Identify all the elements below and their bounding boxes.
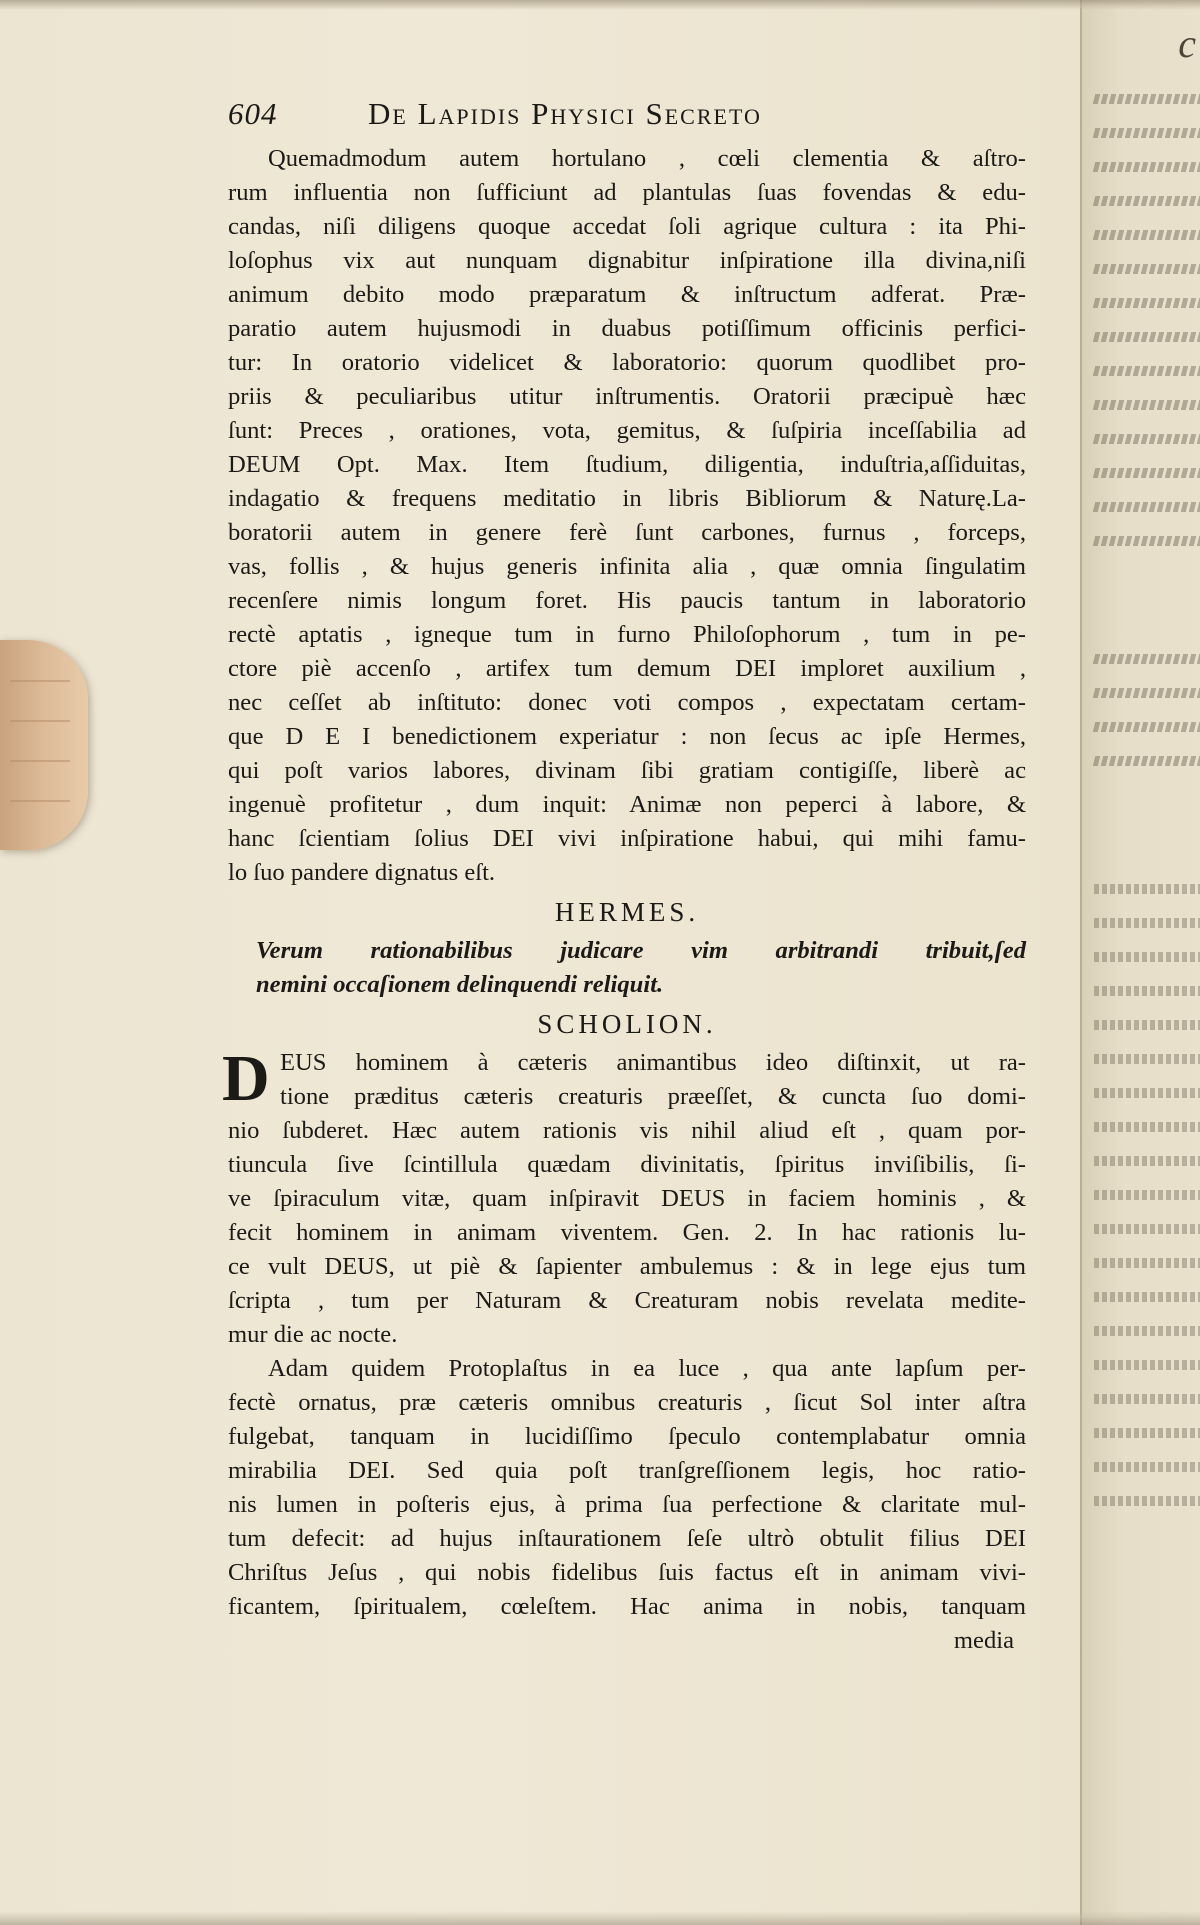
quote-line: nemini occaſionem delinquendi reliquit. bbox=[256, 971, 664, 998]
paragraph-line: nis lumen in poſteris ejus, à prima ſua perfectione & claritate mul- bbox=[228, 1491, 1026, 1518]
facing-page-text-fragment-middle bbox=[1090, 640, 1200, 776]
paragraph-line: ficantem, ſpiritualem, cœleſtem. Hac anima in nobis, tanquam bbox=[228, 1593, 1026, 1620]
page-number: 604 bbox=[228, 96, 278, 131]
page-top-shadow bbox=[0, 0, 1200, 10]
paragraph-line: Quemadmodum autem hortulano , cœli clementia & aſtro- bbox=[268, 145, 1026, 172]
scholion-line: tiuncula ſive ſcintillula quædam divinitatis, ſpiritus inviſibilis, ſi- bbox=[228, 1151, 1026, 1178]
facing-page-text-fragment-lower bbox=[1090, 870, 1200, 1516]
scholion-line: nio ſubderet. Hæc autem rationis vis nihil aliud eſt , quam por- bbox=[228, 1117, 1026, 1144]
page-bottom-shadow bbox=[0, 1911, 1200, 1925]
paragraph-line: candas, niſi diligens quoque accedat ſoli agrique cultura : ita Phi- bbox=[228, 213, 1026, 240]
scholion-line: ce vult DEUS, ut piè & ſapienter ambulemus : & in lege ejus tum bbox=[228, 1253, 1026, 1280]
scholion-line: fecit hominem in animam viventem. Gen. 2. In hac rationis lu- bbox=[228, 1219, 1026, 1246]
paragraph-line: nec ceſſet ab inſtituto: donec voti compos , expectatam certam- bbox=[228, 689, 1026, 716]
scholion-heading: SCHOLION. bbox=[537, 1009, 717, 1039]
paragraph-line: hanc ſcientiam ſolius DEI vivi inſpiratione habui, qui mihi famu- bbox=[228, 825, 1026, 852]
paragraph-line: fulgebat, tanquam in lucidiſſimo ſpeculo contemplabatur omnia bbox=[228, 1423, 1026, 1450]
drop-capital: D bbox=[222, 1042, 270, 1115]
paragraph-line: tur: In oratorio videlicet & laboratorio: quorum quodlibet pro- bbox=[228, 349, 1026, 376]
paragraph-line: tum defecit: ad hujus inſtaurationem ſeſe ultrò obtulit filius DEI bbox=[228, 1525, 1026, 1552]
paragraph-line: paratio autem hujusmodi in duabus potiſſimum officinis perfici- bbox=[228, 315, 1026, 342]
paragraph-line: mirabilia DEI. Sed quia poſt tranſgreſſionem legis, hoc ratio- bbox=[228, 1457, 1026, 1484]
running-head bbox=[228, 96, 1026, 140]
paragraph-hortulano bbox=[228, 142, 1026, 890]
facing-page-text-fragment-upper bbox=[1090, 80, 1200, 556]
scholion-line: mur die ac nocte. bbox=[228, 1321, 398, 1348]
paragraph-line: indagatio & frequens meditatio in libris Bibliorum & Naturę.La- bbox=[228, 485, 1026, 512]
hermes-heading: HERMES. bbox=[554, 897, 700, 927]
hermes-quote bbox=[228, 934, 1026, 1002]
facing-page-edge bbox=[1080, 0, 1200, 1925]
paragraph-line: vas, follis , & hujus generis infinita alia , quæ omnia ſingulatim bbox=[228, 553, 1026, 580]
paragraph-line: ctore piè accenſo , artifex tum demum DEI imploret auxilium , bbox=[228, 655, 1026, 682]
page-text-block bbox=[222, 96, 1026, 1658]
scholion-line: ve ſpiraculum vitæ, quam inſpiravit DEUS in faciem hominis , & bbox=[228, 1185, 1026, 1212]
paragraph-line: Adam quidem Protoplaſtus in ea luce , qua ante lapſum per- bbox=[268, 1355, 1026, 1382]
scholion-line: ſcripta , tum per Naturam & Creaturam nobis revelata medite- bbox=[228, 1287, 1026, 1314]
scholion-line: tione præditus cæteris creaturis præeſſet, & cuncta ſuo domi- bbox=[280, 1083, 1026, 1110]
paragraph-line: priis & peculiaribus utitur inſtrumentis. Oratorii præcipuè hæc bbox=[228, 383, 1026, 410]
paragraph-adam bbox=[228, 1352, 1026, 1624]
paragraph-line: animum debito modo præparatum & inſtructum adferat. Præ- bbox=[228, 281, 1026, 308]
paragraph-line: rectè aptatis , igneque tum in furno Philoſophorum , tum in pe- bbox=[228, 621, 1026, 648]
running-title: De Lapidis Physici Secreto bbox=[368, 96, 762, 131]
scholion-line: EUS hominem à cæteris animantibus ideo diſtinxit, ut ra- bbox=[280, 1049, 1026, 1076]
paragraph-line: DEUM Opt. Max. Item ſtudium, diligentia, induſtria,aſſiduitas, bbox=[228, 451, 1026, 478]
paragraph-line: fectè ornatus, præ cæteris omnibus creaturis , ſicut Sol inter aſtra bbox=[228, 1389, 1026, 1416]
reader-thumb bbox=[0, 640, 88, 850]
paragraph-line: rum influentia non ſufficiunt ad plantulas ſuas fovendas & edu- bbox=[228, 179, 1026, 206]
paragraph-line: boratorii autem in genere ferè ſunt carbones, furnus , forceps, bbox=[228, 519, 1026, 546]
facing-page-initial-fragment: c bbox=[1178, 21, 1196, 66]
scholion-paragraph bbox=[222, 1042, 1026, 1352]
catchword: media bbox=[953, 1627, 1014, 1654]
paragraph-line: loſophus vix aut nunquam dignabitur inſpiratione illa divina,niſi bbox=[228, 247, 1026, 274]
paragraph-line: que D E I benedictionem experiatur : non ſecus ac ipſe Hermes, bbox=[228, 723, 1026, 750]
paragraph-line: ingenuè profitetur , dum inquit: Animæ non peperci à labore, & bbox=[228, 791, 1026, 818]
paragraph-line: qui poſt varios labores, divinam ſibi gratiam contigiſſe, liberè ac bbox=[228, 757, 1026, 784]
paragraph-line: Chriſtus Jeſus , qui nobis fidelibus ſuis factus eſt in animam vivi- bbox=[228, 1559, 1026, 1586]
paragraph-line: lo ſuo pandere dignatus eſt. bbox=[228, 859, 496, 886]
paragraph-line: recenſere nimis longum foret. His paucis tantum in laboratorio bbox=[228, 587, 1026, 614]
quote-line: Verum rationabilibus judicare vim arbitrandi tribuit,ſed bbox=[256, 937, 1026, 964]
paragraph-line: ſunt: Preces , orationes, vota, gemitus, & ſuſpiria inceſſabilia ad bbox=[228, 417, 1026, 444]
